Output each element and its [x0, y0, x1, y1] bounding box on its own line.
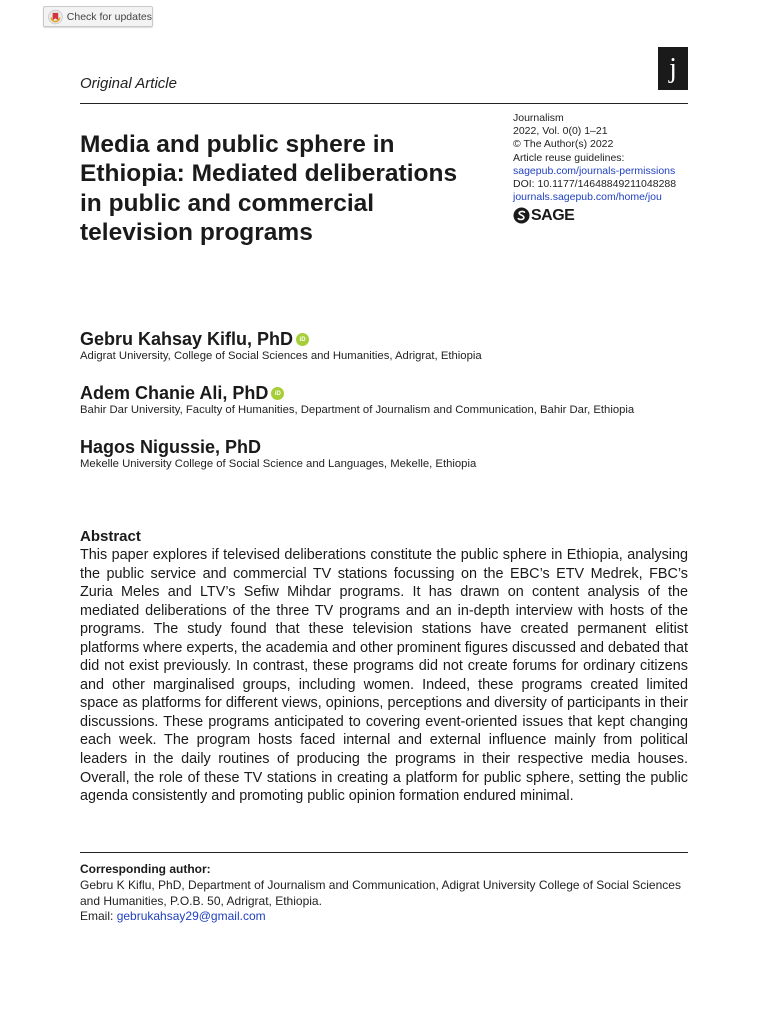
top-divider — [80, 103, 688, 104]
orcid-icon[interactable] — [296, 333, 309, 346]
corresponding-author-heading: Corresponding author: — [80, 862, 211, 876]
check-for-updates-button[interactable] — [43, 6, 153, 27]
journal-home-link[interactable]: journals.sagepub.com/home/jou — [513, 191, 662, 204]
journal-logo — [658, 47, 688, 90]
author-name-text: Hagos Nigussie, PhD — [80, 437, 262, 457]
orcid-label: iD — [274, 390, 281, 397]
article-metadata — [513, 112, 676, 204]
copyright: © The Author(s) 2022 — [513, 138, 614, 151]
reuse-guidelines-label: Article reuse guidelines: — [513, 151, 625, 164]
publisher-name: SAGE — [531, 207, 575, 224]
orcid-label: iD — [299, 336, 306, 343]
check-for-updates-label: Check for updates — [66, 10, 152, 23]
article-type: Original Article — [80, 75, 177, 92]
abstract-heading: Abstract — [80, 528, 141, 545]
email-link[interactable]: gebrukahsay29@gmail.com — [116, 909, 266, 923]
author-affiliation-2: Bahir Dar University, Faculty of Humanities, Department of Journalism and Communication, Bahir Dar, Ethiopia — [80, 404, 635, 416]
sage-mark-icon — [513, 207, 530, 224]
author-affiliation-3: Mekelle University College of Social Science and Languages, Mekelle, Ethiopia — [80, 458, 477, 470]
author-name-3 — [80, 437, 261, 458]
crossmark-icon — [48, 9, 63, 25]
bottom-divider — [80, 852, 688, 853]
journal-logo-letter: j — [669, 52, 677, 84]
orcid-icon[interactable] — [271, 387, 284, 400]
author-name-text: Gebru Kahsay Kiflu, PhD — [80, 329, 294, 349]
journal-name: Journalism — [513, 112, 564, 124]
email-label: Email: — [80, 909, 117, 923]
author-name-1 — [80, 329, 309, 350]
corresponding-author-address: Gebru K Kiflu, PhD, Department of Journalism and Communication, Adigrat University College of Social Sciences and Humanities, P.O.B. 50, Adrigrat, Ethiopia. — [80, 878, 681, 908]
permissions-link[interactable]: sagepub.com/journals-permissions — [513, 164, 676, 177]
author-name-text: Adem Chanie Ali, PhD — [80, 383, 269, 403]
article-title: Media and public sphere in Ethiopia: Mediated deliberations in public and commercial television programs — [80, 131, 458, 246]
volume-info: 2022, Vol. 0(0) 1–21 — [513, 125, 608, 138]
author-affiliation-1: Adigrat University, College of Social Sciences and Humanities, Adrigrat, Ethiopia — [80, 350, 482, 362]
abstract-text: This paper explores if televised deliberations constitute the public sphere in Ethiopia, analysing the public service and commercial TV stations focussing on the EBC’s ETV Medrek, FBC’s Zuria Meles and LTV’s Sefiw Mihdar programs. It has drawn on content analysis of the mediated deliberations of the three TV programs and an in-depth interview with hosts of the programs. The study found that these television stations have created permanent elitist platforms where experts, the academia and other prominent figures discussed and debated that did not exist previously. In contrast, these programs did not create forums for ordinary citizens and other marginalised groups, including women. Indeed, these programs created limited space as platforms for different views, opinions, perceptions and diversity of participants in their discussions. These programs anticipated to covering event-oriented issues that kept changing each week. The program hosts faced internal and external influence mainly from political leaders in the daily routines of producing the programs in their respective media houses. Overall, the role of these TV stations in creating a platform for public sphere, setting the public agenda consistently and promoting public opinion formation endured minimal. — [80, 547, 688, 805]
corresponding-author-email-line — [80, 909, 266, 923]
sage-logo — [513, 207, 574, 224]
author-name-2 — [80, 383, 284, 404]
doi: DOI: 10.1177/14648849211048288 — [513, 178, 677, 191]
